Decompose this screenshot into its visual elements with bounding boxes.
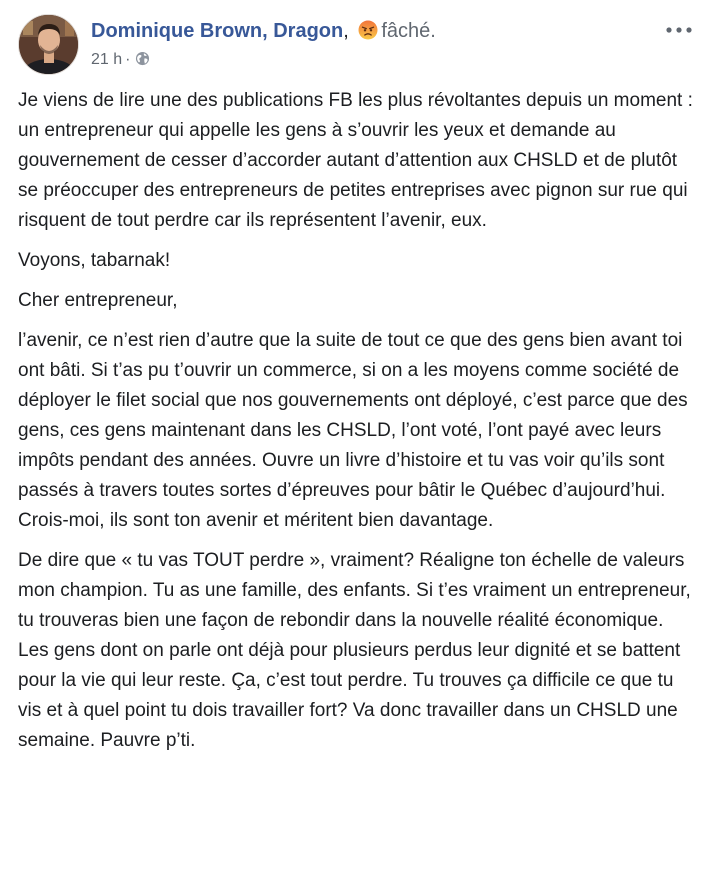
meta-separator: · (125, 51, 131, 68)
more-options-icon[interactable] (664, 20, 694, 40)
angry-face-icon (358, 20, 378, 40)
post-timestamp[interactable]: 21 h (91, 51, 123, 68)
author-line (91, 18, 436, 44)
post-paragraph: Cher entrepreneur, (18, 290, 178, 311)
post-paragraph: Voyons, tabarnak! (18, 250, 171, 271)
post-body (18, 86, 694, 766)
post-header (18, 14, 694, 78)
avatar-photo-icon (19, 15, 79, 75)
post-meta (91, 50, 150, 70)
post-paragraph: De dire que « tu vas TOUT perdre », vraiment? Réaligne ton échelle de valeurs mon champion. Tu as une famille, des enfants. Si t’es vraiment un entrepreneur, tu trouveras bien une façon de rebondir dans la nouvelle réalité économique. Les gens dont on parle ont déjà pour plusieurs perdus leur dignité et se battent pour la vie qui leur reste. Ça, c’est tout perdre. Tu trouves ça difficile ce que tu vis et à quel point tu dois travailler fort? Va donc travailler dans un CHSLD une semaine. Pauvre p’ti. (18, 550, 691, 751)
post-paragraph: Je viens de lire une des publications FB les plus révoltantes depuis un moment : un entrepreneur qui appelle les gens à s’ouvrir les yeux et demande au gouvernement de cesser d’accorder autant d’attention aux CHSLD et de plutôt se préoccuper des entrepreneurs de petites entreprises avec pignon sur rue qui risquent de tout perdre car ils représentent l’avenir, eux. (18, 90, 693, 231)
post-paragraph: l’avenir, ce n’est rien d’autre que la suite de tout ce que des gens bien avant toi ont bâti. Si t’as pu t’ouvrir un commerce, si on a les moyens comme société de déployer le filet social que nos gouvernements ont déployé, c’est parce que des gens, ces gens maintenant dans les CHSLD, l’ont voté, l’ont payé avec leurs impôts pendant des années. Ouvre un livre d’histoire et tu vas voir qu’ils sont passés à travers toutes sortes d’épreuves pour bâtir le Québec d’aujourd’hui. Crois-moi, ils sont ton avenir et méritent bien davantage. (18, 330, 688, 531)
author-name[interactable]: Dominique Brown, Dragon (91, 20, 344, 42)
author-avatar[interactable] (18, 14, 79, 75)
globe-icon[interactable] (135, 51, 150, 66)
feeling-separator: , (343, 20, 349, 42)
feeling-text: fâché. (381, 20, 436, 42)
